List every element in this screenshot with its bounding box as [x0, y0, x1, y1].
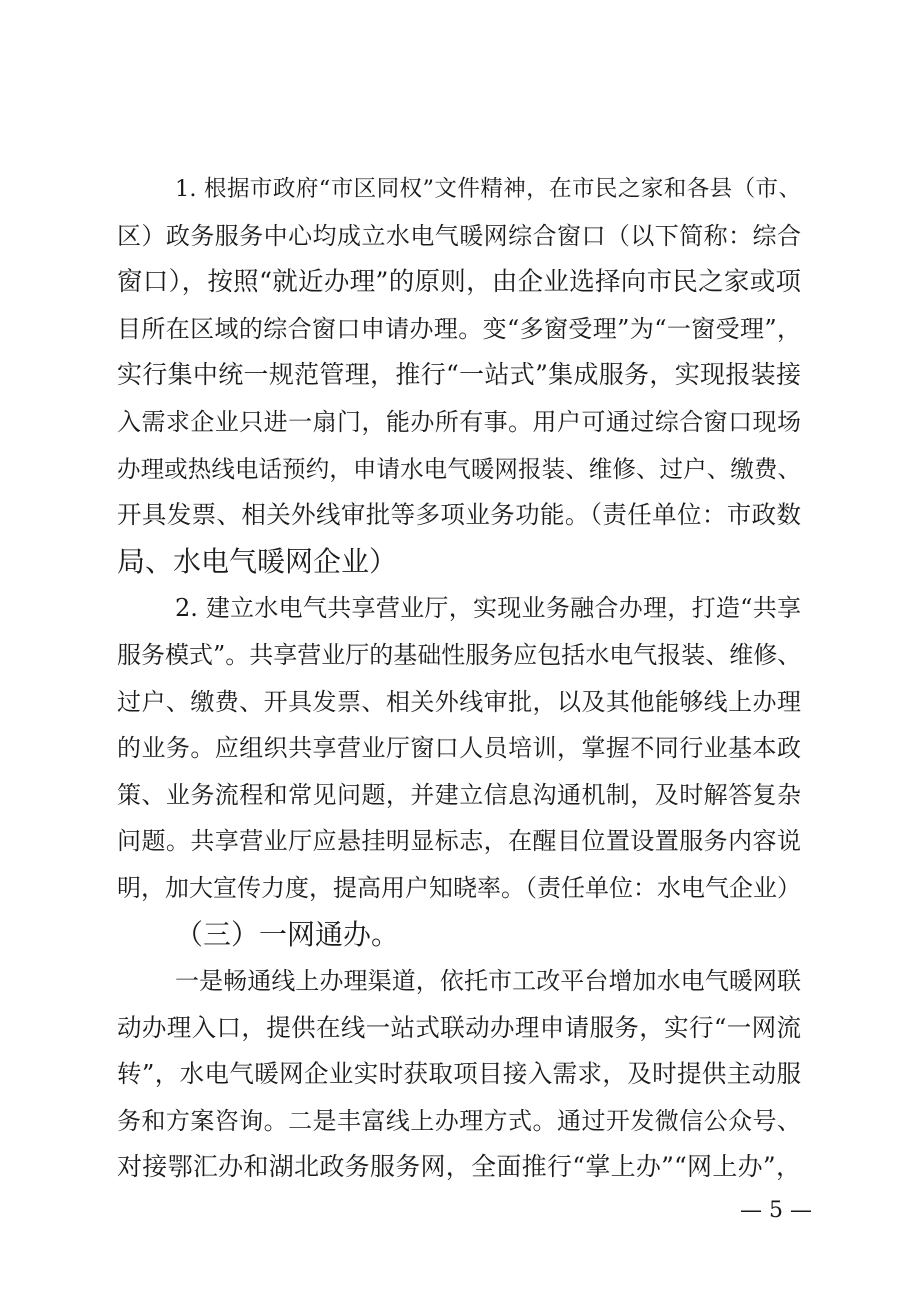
text-line: 1. 根据市政府“市区同权”文件精神，在市民之家和各县（市、	[175, 176, 801, 202]
text-line: 窗口），按照“就近办理”的原则，由企业选择向市民之家或项	[117, 267, 801, 298]
text-line: 服务模式”。共享营业厅的基础性服务应包括水电气报装、维修、	[117, 640, 802, 669]
text-line: 2. 建立水电气共享营业厅，实现业务融合办理，打造“共享	[175, 594, 801, 623]
text-line: 入需求企业只进一扇门，能办所有事。用户可通过综合窗口现场	[117, 407, 801, 436]
text-line: 局、水电气暖网企业）	[117, 544, 398, 578]
text-line: 问题。共享营业厅应悬挂明显标志，在醒目位置设置服务内容说	[117, 827, 801, 856]
body-text	[117, 166, 801, 1191]
text-line: 一是畅通线上办理渠道，依托市工改平台增加水电气暖网联	[175, 967, 801, 996]
text-line: 过户、缴费、开具发票、相关外线审批，以及其他能够线上办理	[117, 687, 801, 716]
text-line: 策、业务流程和常见问题，并建立信息沟通机制，及时解答复杂	[117, 780, 801, 809]
text-line: 转”，水电气暖网企业实时获取项目接入需求，及时提供主动服	[117, 1059, 801, 1089]
text-line: 办理或热线电话预约，申请水电气暖网报装、维修、过户、缴费、	[117, 454, 801, 483]
page-number: — 5 —	[740, 1198, 812, 1223]
text-line: 实行集中统一规范管理，推行“一站式”集成服务，实现报装接	[117, 360, 801, 390]
text-line: 务和方案咨询。二是丰富线上办理方式。通过开发微信公众号、	[117, 1106, 801, 1135]
text-line: 动办理入口，提供在线一站式联动办理申请服务，实行“一网流	[117, 1012, 801, 1042]
text-line: 的业务。应组织共享营业厅窗口人员培训，掌握不同行业基本政	[117, 734, 801, 763]
text-line: （三）一网通办。	[175, 917, 400, 951]
text-line: 对接鄂汇办和湖北政务服务网，全面推行“掌上办”“网上办”，	[117, 1152, 801, 1182]
text-line: 明，加大宣传力度，提高用户知晓率。（责任单位：水电气企业）	[117, 873, 801, 902]
text-line: 目所在区域的综合窗口申请办理。变“多窗受理”为“一窗受理”，	[117, 314, 801, 343]
text-line: 开具发票、相关外线审批等多项业务功能。（责任单位：市政数	[117, 500, 801, 530]
text-line: 区）政务服务中心均成立水电气暖网综合窗口（以下简称：综合	[117, 221, 801, 250]
